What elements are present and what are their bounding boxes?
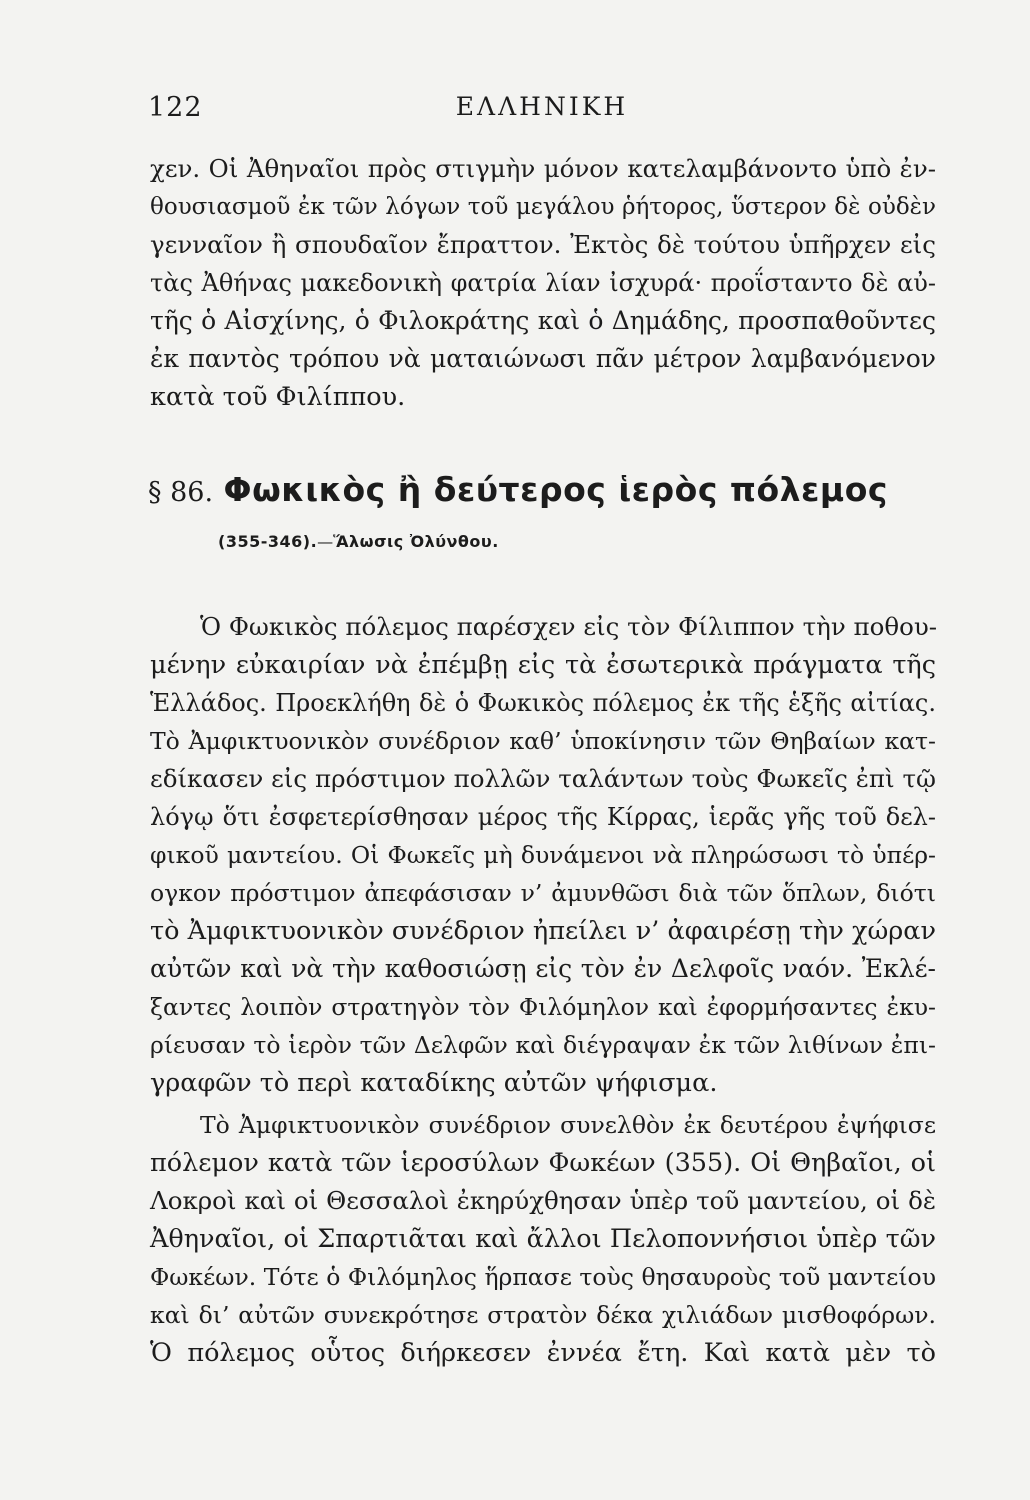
- text-line: ογκον πρόστιμον ἀπεφάσισαν ν’ ἀμυνθῶσι διὰ τῶν ὅπλων, διότι: [150, 879, 936, 907]
- text-line: Φωκέων. Τότε ὁ Φιλόμηλος ἥρπασε τοὺς θησαυροὺς τοῦ μαντείου: [150, 1263, 936, 1291]
- text-line: χεν. Οἱ Ἀθηναῖοι πρὸς στιγμὴν μόνον κατελαμβάνοντο ὑπὸ ἐν-: [150, 154, 936, 183]
- text-line: κατὰ τοῦ Φιλίππου.: [150, 382, 406, 412]
- text-line: ἐκ παντὸς τρόπου νὰ ματαιώνωσι πᾶν μέτρον λαμβανόμενον: [150, 344, 936, 373]
- text-line: θουσιασμοῦ ἐκ τῶν λόγων τοῦ μεγάλου ῥήτορος, ὕστερον δὲ οὐδὲν: [150, 194, 936, 220]
- text-line: φικοῦ μαντείου. Οἱ Φωκεῖς μὴ δυνάμενοι νὰ πληρώσωσι τὸ ὑπέρ-: [150, 841, 936, 869]
- section-number: § 86.: [148, 477, 214, 508]
- text-line: Τὸ Ἀμφικτυονικὸν συνέδριον καθ’ ὑποκίνησιν τῶν Θηβαίων κατ-: [150, 727, 936, 755]
- section-title: Φωκικὸς ἢ δεύτερος ἱερὸς πόλεμος: [223, 470, 888, 509]
- text-line: μένην εὐκαιρίαν νὰ ἐπέμβῃ εἰς τὰ ἐσωτερικὰ πράγματα τῆς: [150, 650, 936, 680]
- text-line: καὶ δι’ αὐτῶν συνεκρότησε στρατὸν δέκα χιλιάδων μισθοφόρων.: [150, 1301, 936, 1329]
- page-number: 122: [148, 92, 203, 123]
- section-dates: (355-346).: [218, 532, 318, 551]
- section-subtitle: Ἅλωσις Ὀλύνθου.: [333, 532, 499, 551]
- text-line: γενναῖον ἢ σπουδαῖον ἔπραττον. Ἐκτὸς δὲ τούτου ὑπῆρχεν εἰς: [150, 230, 936, 259]
- text-line: τὰς Ἀθήνας μακεδονικὴ φατρία λίαν ἰσχυρά· προΐσταντο δὲ αὐ-: [150, 269, 936, 297]
- text-line: Ἑλλάδος. Προεκλήθη δὲ ὁ Φωκικὸς πόλεμος ἐκ τῆς ἑξῆς αἰτίας.: [150, 689, 936, 717]
- text-line: Ἀθηναῖοι, οἱ Σπαρτιᾶται καὶ ἄλλοι Πελοποννήσιοι ὑπὲρ τῶν: [150, 1224, 936, 1254]
- running-title: ΕΛΛΗΝΙΚΗ: [455, 92, 629, 121]
- text-line: Τὸ Ἀμφικτυονικὸν συνέδριον συνελθὸν ἐκ δευτέρου ἐψήφισε: [200, 1111, 936, 1139]
- text-line: εδίκασεν εἰς πρόστιμον πολλῶν ταλάντων τοὺς Φωκεῖς ἐπὶ τῷ: [150, 764, 936, 793]
- text-line: λόγῳ ὅτι ἐσφετερίσθησαν μέρος τῆς Κίρρας, ἱερᾶς γῆς τοῦ δελ-: [150, 803, 936, 831]
- text-line: Λοκροὶ καὶ οἱ Θεσσαλοὶ ἐκηρύχθησαν ὑπὲρ τοῦ μαντείου, οἱ δὲ: [150, 1186, 936, 1215]
- page-header: [148, 92, 936, 132]
- text-line: γραφῶν τὸ περὶ καταδίκης αὐτῶν ψήφισμα.: [150, 1068, 718, 1098]
- section-dash: —: [317, 532, 334, 551]
- text-line: ξαντες λοιπὸν στρατηγὸν τὸν Φιλόμηλον καὶ ἐφορμήσαντες ἐκυ-: [150, 993, 936, 1021]
- text-line: αὐτῶν καὶ νὰ τὴν καθοσιώσῃ εἰς τὸν ἐν Δελφοῖς ναόν. Ἐκλέ-: [150, 954, 936, 983]
- text-line: ρίευσαν τὸ ἱερὸν τῶν Δελφῶν καὶ διέγραψαν ἐκ τῶν λιθίνων ἐπι-: [150, 1031, 936, 1059]
- text-line: τὸ Ἀμφικτυονικὸν συνέδριον ἠπείλει ν’ ἀφαιρέσῃ τὴν χώραν: [150, 916, 936, 946]
- text-line: τῆς ὁ Αἰσχίνης, ὁ Φιλοκράτης καὶ ὁ Δημάδης, προσπαθοῦντες: [150, 306, 936, 335]
- text-line: Ὁ πόλεμος οὗτος διήρκεσεν ἐννέα ἔτη. Καὶ κατὰ μὲν τὸ: [150, 1338, 936, 1368]
- text-line: πόλεμον κατὰ τῶν ἱεροσύλων Φωκέων (355). Οἱ Θηβαῖοι, οἱ: [150, 1148, 936, 1178]
- text-line: Ὁ Φωκικὸς πόλεμος παρέσχεν εἰς τὸν Φίλιππον τὴν ποθου-: [200, 612, 938, 641]
